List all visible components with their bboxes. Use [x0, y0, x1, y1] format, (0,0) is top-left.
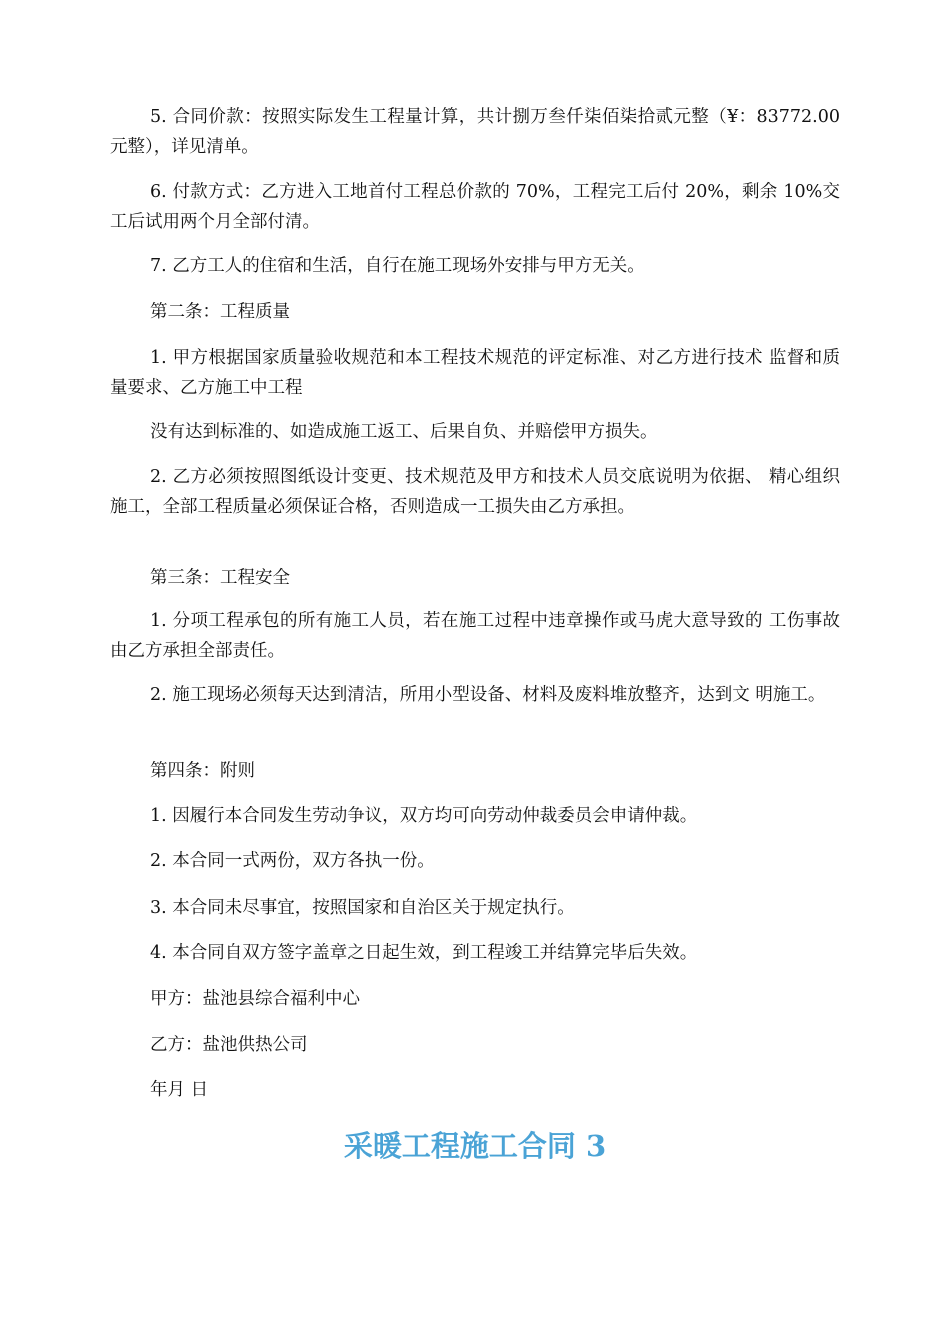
safety-item-1: 1. 分项工程承包的所有施工人员，若在施工过程中违章操作或马虎大意导致的 工伤事故由乙方承担全部责任。	[110, 611, 840, 661]
clause-payment-method: 6. 付款方式：乙方进入工地首付工程总价款的 70%，工程完工后付 20%，剩余 10%交工后试用两个月全部付清。	[110, 182, 840, 232]
next-contract-title: 采暖工程施工合同 3	[343, 1129, 607, 1163]
quality-item-1-continued: 没有达到标准的、如造成施工返工、后果自负、并赔偿甲方损失。	[150, 422, 658, 442]
section-heading-quality: 第二条：工程质量	[150, 302, 290, 322]
section-heading-appendix: 第四条：附则	[150, 761, 255, 781]
appendix-item-1: 1. 因履行本合同发生劳动争议，双方均可向劳动仲裁委员会申请仲裁。	[150, 806, 698, 826]
appendix-item-2: 2. 本合同一式两份，双方各执一份。	[150, 851, 435, 871]
date-line: 年月 日	[150, 1080, 209, 1100]
section-heading-safety: 第三条：工程安全	[150, 568, 290, 588]
clause-contract-price: 5. 合同价款：按照实际发生工程量计算，共计捌万叁仟柒佰柒拾贰元整（¥：83772.00 元整），详见清单。	[110, 107, 840, 157]
quality-item-2: 2. 乙方必须按照图纸设计变更、技术规范及甲方和技术人员交底说明为依据、 精心组织施工，全部工程质量必须保证合格，否则造成一工损失由乙方承担。	[110, 467, 840, 517]
party-b-line: 乙方：盐池供热公司	[150, 1035, 308, 1055]
safety-item-2: 2. 施工现场必须每天达到清洁，所用小型设备、材料及废料堆放整齐，达到文 明施工。	[150, 685, 826, 705]
appendix-item-3: 3. 本合同未尽事宜，按照国家和自治区关于规定执行。	[150, 898, 575, 918]
clause-worker-lodging: 7. 乙方工人的住宿和生活，自行在施工现场外安排与甲方无关。	[150, 256, 645, 276]
appendix-item-4: 4. 本合同自双方签字盖章之日起生效，到工程竣工并结算完毕后失效。	[150, 943, 698, 963]
party-a-line: 甲方：盐池县综合福利中心	[150, 989, 360, 1009]
quality-item-1: 1. 甲方根据国家质量验收规范和本工程技术规范的评定标准、对乙方进行技术 监督和质量要求、乙方施工中工程	[110, 348, 840, 398]
